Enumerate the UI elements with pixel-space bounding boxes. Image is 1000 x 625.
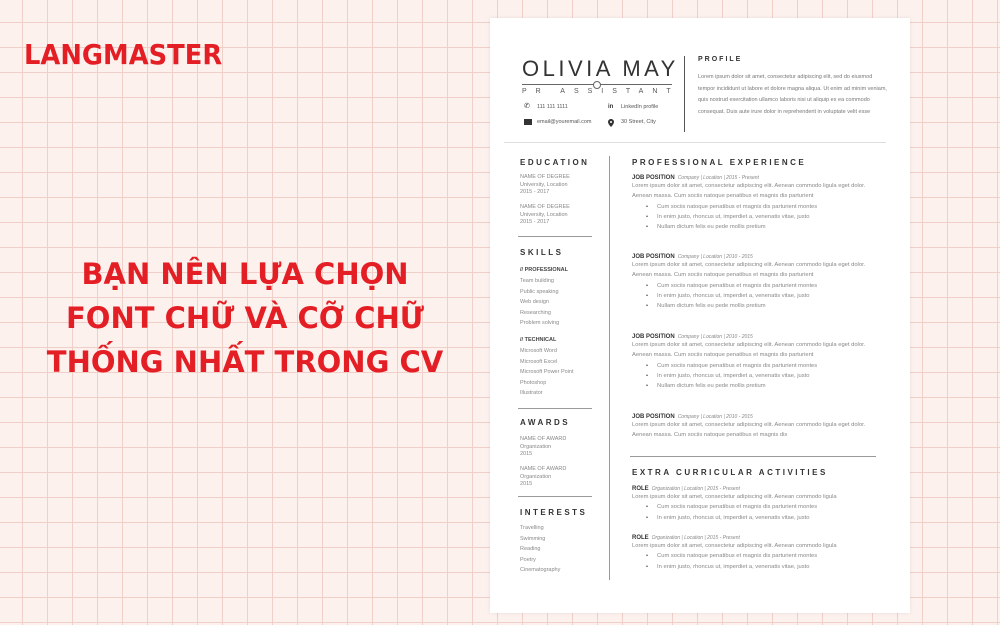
section-divider (518, 496, 592, 497)
award-name: NAME OF AWARD (520, 436, 567, 442)
location-pin-icon (608, 119, 616, 125)
role-bullet: • In enim justo, rhoncus ut, imperdiet a, venenatis vitae, justo (646, 513, 882, 523)
degree-name: NAME OF DEGREE (520, 174, 570, 180)
job-description: Lorem ipsum dolor sit amet, consectetur adipiscing elit. Aenean commodo ligula eget dolor. Aenean massa. Cum sociis natoque penatibus et magnis dis (632, 422, 866, 439)
job-bullet: • In enim justo, rhoncus ut, imperdiet a, venenatis vitae, justo (646, 291, 882, 301)
degree-years: 2015 - 2017 (520, 189, 550, 195)
role-meta: Organization | Location | 2015 - Present (651, 486, 740, 492)
job-entry (632, 414, 882, 441)
job-description: Lorem ipsum dolor sit amet, consectetur adipiscing elit. Aenean commodo ligula eget dolor. Aenean massa. Cum sociis natoque penatibus et magnis dis parturient (632, 262, 866, 279)
job-description: Lorem ipsum dolor sit amet, consectetur adipiscing elit. Aenean commodo ligula eget dolor. Aenean massa. Cum sociis natoque penatibus et magnis dis parturient (632, 183, 866, 200)
interests-list (520, 523, 560, 576)
job-description: Lorem ipsum dolor sit amet, consectetur adipiscing elit. Aenean commodo ligula eget dolor. Aenean massa. Cum sociis natoque penatibus et magnis dis parturient (632, 342, 866, 359)
role-name: ROLE (632, 535, 649, 541)
email-text: email@youremail.com (537, 119, 592, 125)
linkedin-text: LinkedIn profile (621, 104, 659, 110)
skills-heading: SKILLS (520, 248, 564, 257)
job-bullet: • Cum sociis natoque penatibus et magnis dis parturient montes (646, 202, 882, 212)
header-separator (684, 56, 685, 132)
skill-item: Microsoft Word (520, 348, 557, 354)
role-description: Lorem ipsum dolor sit amet, consectetur adipiscing elit. Aenean commodo ligula (632, 494, 837, 500)
role-entry (632, 486, 882, 523)
skill-item: Problem solving (520, 320, 560, 326)
role-bullet: • Cum sociis natoque penatibus et magnis dis parturient montes (646, 502, 882, 512)
cv-document (490, 18, 910, 613)
technical-skills-label: // TECHNICAL (520, 337, 557, 343)
job-bullet: • Nullam dictum felis eu pede mollis pretium (646, 222, 882, 232)
interest-item: Reading (520, 546, 541, 552)
header-divider (504, 142, 886, 143)
profile-text: Lorem ipsum dolor sit amet, consectetur adipiscing elit, sed do eiusmod tempor incididunt ut labore et dolore magna aliqua. Ut enim ad minim veniam, quis nostrud exercitation ullamco laboris nisi ut aliquip ex ea commodo consequat. Duis aute irure dolor in reprehenderit in voluptate velit esse (698, 74, 887, 115)
experience-heading: PROFESSIONAL EXPERIENCE (632, 158, 807, 167)
job-bullet: • Nullam dictum felis eu pede mollis pretium (646, 381, 882, 391)
address-text: 30 Street, City (621, 119, 656, 125)
award-year: 2015 (520, 481, 533, 487)
job-meta: Company | Location | 2010 - 2015 (677, 414, 753, 420)
skill-item: Microsoft Power Point (520, 369, 574, 375)
section-divider (518, 408, 592, 409)
skill-item: Web design (520, 299, 549, 305)
skill-item: Illustrator (520, 390, 543, 396)
job-bullet: • In enim justo, rhoncus ut, imperdiet a, venenatis vitae, justo (646, 212, 882, 222)
role-meta: Organization | Location | 2015 - Present (651, 535, 740, 541)
job-position: JOB POSITION (632, 334, 675, 340)
contact-phone (524, 104, 568, 110)
job-meta: Company | Location | 2015 - Present (677, 175, 759, 181)
job-position: JOB POSITION (632, 254, 675, 260)
education-heading: EDUCATION (520, 158, 590, 167)
interest-item: Swimming (520, 535, 546, 542)
degree-years: 2015 - 2017 (520, 219, 550, 225)
award-year: 2015 (520, 451, 533, 457)
skill-item: Photoshop (520, 379, 547, 386)
job-bullet: • Cum sociis natoque penatibus et magnis dis parturient montes (646, 281, 882, 291)
profile-heading: PROFILE (698, 56, 743, 63)
award-name: NAME OF AWARD (520, 466, 567, 472)
role-bullet: • Cum sociis natoque penatibus et magnis dis parturient montes (646, 551, 882, 561)
skill-item: Microsoft Excel (520, 358, 558, 365)
interests-heading: INTERESTS (520, 508, 588, 517)
cv-role: PR ASSISTANT (522, 88, 680, 95)
award-item (520, 466, 566, 489)
professional-skills-label: // PROFESSIONAL (520, 267, 568, 273)
section-divider (518, 236, 592, 237)
email-icon (524, 119, 532, 125)
interest-item: Cinematography (520, 567, 561, 573)
degree-place: University, Location (520, 211, 568, 218)
award-org: Organization (520, 443, 552, 450)
job-entry (632, 254, 882, 311)
degree-place: University, Location (520, 181, 568, 188)
headline-line-1: BẠN NÊN LỰA CHỌN (81, 257, 409, 291)
skill-item: Public speaking (520, 288, 559, 295)
headline-line-2: FONT CHỮ VÀ CỠ CHỮ (66, 301, 424, 335)
job-bullet: • Cum sociis natoque penatibus et magnis dis parturient montes (646, 361, 882, 371)
cv-name: OLIVIA MAY (522, 56, 679, 81)
column-divider (609, 156, 610, 580)
award-org: Organization (520, 473, 552, 480)
extra-curricular-heading: EXTRA CURRICULAR ACTIVITIES (632, 468, 828, 477)
job-meta: Company | Location | 2010 - 2015 (677, 334, 753, 340)
headline (20, 252, 470, 384)
contact-linkedin (608, 104, 658, 110)
job-bullet: • Nullam dictum felis eu pede mollis pretium (646, 301, 882, 311)
job-position: JOB POSITION (632, 175, 675, 181)
phone-text: 111 111 1111 (537, 104, 568, 110)
job-entry (632, 334, 882, 391)
role-name: ROLE (632, 486, 649, 492)
job-entry (632, 175, 882, 232)
headline-line-3: THỐNG NHẤT TRONG CV (46, 345, 444, 379)
education-item (520, 204, 570, 227)
interest-item: Travelling (520, 525, 544, 531)
professional-skills-list (520, 276, 559, 329)
degree-name: NAME OF DEGREE (520, 204, 570, 210)
linkedin-icon: in (608, 104, 614, 110)
awards-heading: AWARDS (520, 418, 571, 427)
education-item (520, 174, 570, 197)
technical-skills-list (520, 346, 574, 399)
job-meta: Company | Location | 2010 - 2015 (677, 254, 753, 260)
langmaster-logo: LANGMASTER (24, 38, 223, 71)
skill-item: Team building (520, 278, 554, 284)
job-position: JOB POSITION (632, 414, 675, 420)
interest-item: Poetry (520, 556, 536, 563)
award-item (520, 436, 566, 459)
section-divider (630, 456, 876, 457)
role-description: Lorem ipsum dolor sit amet, consectetur adipiscing elit. Aenean commodo ligula (632, 543, 837, 549)
skill-item: Researching (520, 309, 551, 316)
contact-email (524, 119, 592, 125)
phone-icon: ✆ (524, 103, 530, 110)
contact-address (608, 119, 656, 125)
role-entry (632, 535, 882, 572)
job-bullet: • In enim justo, rhoncus ut, imperdiet a, venenatis vitae, justo (646, 371, 882, 381)
role-bullet: • In enim justo, rhoncus ut, imperdiet a, venenatis vitae, justo (646, 562, 882, 572)
